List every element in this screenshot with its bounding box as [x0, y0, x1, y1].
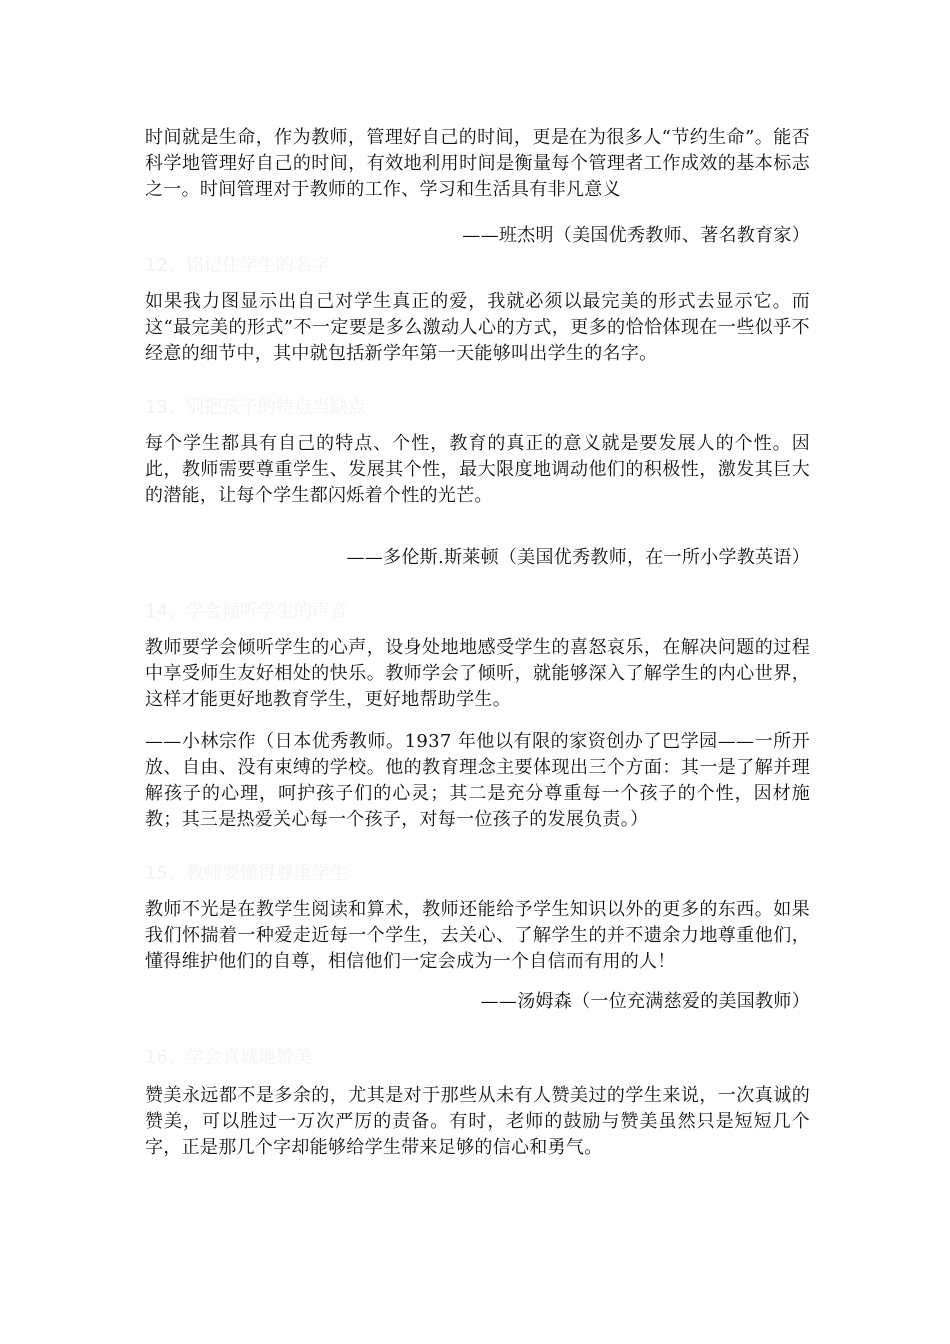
section-12-paragraph: 如果我力图显示出自己对学生真正的爱，我就必须以最完美的形式去显示它。而这“最完美的形式”不一定要是多么激动人心的方式，更多的恰恰体现在一些似乎不经意的细节中，其中就包括新学年第一天能够叫出学生的名字。	[145, 291, 810, 364]
section-14-paragraph: 教师要学会倾听学生的心声，设身处地地感受学生的喜怒哀乐，在解决问题的过程中享受师生友好相处的快乐。教师学会了倾听，就能够深入了解学生的内心世界，这样才能更好地教育学生，更好地帮助学生。	[145, 637, 810, 710]
section-15-quote: ——汤姆森（一位充满慈爱的美国教师）	[480, 991, 810, 1012]
intro-paragraph: 时间就是生命，作为教师，管理好自己的时间，更是在为很多人“节约生命”。能否科学地管理好自己的时间，有效地利用时间是衡量每个管理者工作成效的基本标志之一。时间管理对于教师的工作、学习和生活具有非凡意义	[145, 127, 810, 200]
section-14-quote: ——小林宗作（日本优秀教师。1937 年他以有限的家资创办了巴学园——一所开放、自由、没有束缚的学校。他的教育理念主要体现出三个方面：其一是了解并理解孩子的心理，呵护孩子们的心灵；其二是充分尊重每一个孩子的个性，因材施教；其三是热爱关心每一个孩子，对每一位孩子的发展负责。）	[145, 731, 810, 830]
section-16-paragraph: 赞美永远都不是多余的，尤其是对于那些从未有人赞美过的学生来说，一次真诚的赞美，可以胜过一万次严厉的责备。有时，老师的鼓励与赞美虽然只是短短几个字，正是那几个字却能够给学生带来足够的信心和勇气。	[145, 1085, 810, 1158]
section-15-heading: 15、教师要懂得尊重学生	[145, 863, 348, 884]
section-14-heading: 14、学会倾听学生的声音	[145, 601, 348, 622]
intro-quote: ——班杰明（美国优秀教师、著名教育家）	[462, 225, 810, 246]
section-13-heading: 13、别把孩子的特点当缺点	[145, 397, 366, 418]
section-13-paragraph: 每个学生都具有自己的特点、个性，教育的真正的意义就是要发展人的个性。因此，教师需要尊重学生、发展其个性，最大限度地调动他们的积极性，激发其巨大的潜能，让每个学生都闪烁着个性的光芒。	[145, 433, 810, 506]
section-13-quote: ——多伦斯.斯莱顿（美国优秀教师，在一所小学教英语）	[346, 547, 810, 568]
section-15-paragraph: 教师不光是在教学生阅读和算术，教师还能给予学生知识以外的更多的东西。如果我们怀揣着一种爱走近每一个学生，去关心、了解学生的并不遗余力地尊重他们，懂得维护他们的自尊，相信他们一定会成为一个自信而有用的人！	[145, 899, 810, 972]
document-page	[145, 125, 810, 1161]
section-12-heading: 12、铭记住学生的名字	[145, 255, 330, 276]
section-16-heading: 16、学会真诚地赞美	[145, 1047, 312, 1068]
